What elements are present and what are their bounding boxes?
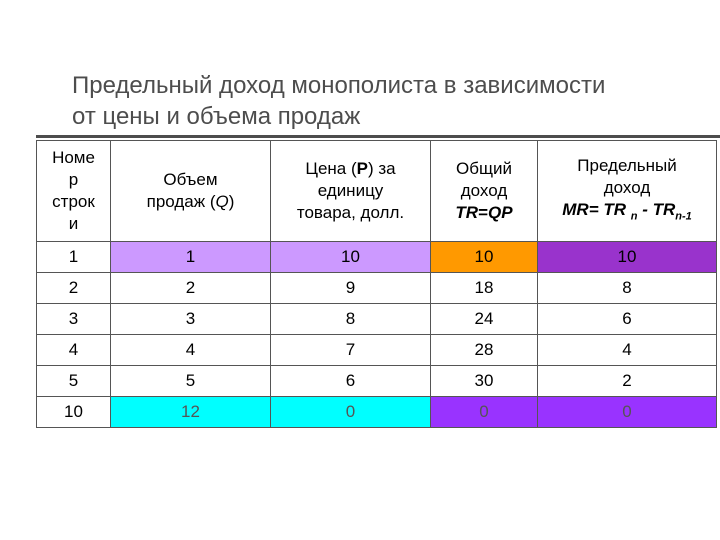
cell-price: 7 <box>271 335 431 366</box>
cell-row-number: 1 <box>37 242 111 273</box>
header-total-l3 <box>431 202 537 224</box>
slide-title <box>72 70 692 132</box>
header-marginal-mr: MR <box>562 199 589 219</box>
cell-marginal-revenue: 0 <box>538 397 717 428</box>
header-volume-l1: Объем <box>163 170 218 189</box>
header-volume <box>111 141 271 242</box>
cell-row-number: 3 <box>37 304 111 335</box>
cell-marginal-revenue: 8 <box>538 273 717 304</box>
header-price-l3: товара, долл. <box>296 203 405 222</box>
header-price-l2: единицу <box>317 181 384 200</box>
header-volume-symbol: Q <box>215 192 229 211</box>
table-row <box>37 335 717 366</box>
header-marginal <box>538 141 717 242</box>
cell-volume: 2 <box>111 273 271 304</box>
header-row-number-l4: и <box>68 214 79 233</box>
table-row <box>37 366 717 397</box>
header-row-number-l2: р <box>68 170 79 189</box>
cell-price: 10 <box>271 242 431 273</box>
header-marginal-sub-n1: n-1 <box>675 210 692 223</box>
header-marginal-l1: Предельный <box>577 155 677 175</box>
cell-total-revenue: 10 <box>431 242 538 273</box>
cell-price: 6 <box>271 366 431 397</box>
cell-marginal-revenue: 10 <box>538 242 717 273</box>
cell-marginal-revenue: 2 <box>538 366 717 397</box>
header-row-number <box>37 141 111 242</box>
header-total-eq: = <box>478 203 489 222</box>
header-total-l1: Общий <box>456 159 512 178</box>
header-marginal-l2: доход <box>603 177 651 197</box>
cell-row-number: 5 <box>37 366 111 397</box>
cell-total-revenue: 28 <box>431 335 538 366</box>
header-price-l1 <box>271 158 430 180</box>
title-divider <box>36 135 720 138</box>
header-volume-text: продаж ( <box>146 192 216 211</box>
cell-price: 8 <box>271 304 431 335</box>
cell-total-revenue: 0 <box>431 397 538 428</box>
header-volume-l2 <box>111 191 270 213</box>
cell-row-number: 2 <box>37 273 111 304</box>
title-line-1: Предельный доход монополиста в зависимости <box>72 72 606 99</box>
header-marginal-trn1: - TR <box>637 199 676 219</box>
header-price-symbol: Р <box>356 159 368 178</box>
header-total-tr: TR <box>455 203 479 222</box>
title-line-2: от цены и объема продаж <box>72 103 361 130</box>
header-row-number-l1: Номе <box>52 148 95 167</box>
cell-marginal-revenue: 6 <box>538 304 717 335</box>
header-marginal-l3 <box>538 199 716 227</box>
header-row-number-l3: строк <box>52 192 95 211</box>
cell-total-revenue: 24 <box>431 304 538 335</box>
cell-price: 0 <box>271 397 431 428</box>
cell-volume: 3 <box>111 304 271 335</box>
header-total-qp: QP <box>488 203 513 222</box>
table-row <box>37 304 717 335</box>
header-price-text: Цена ( <box>305 159 357 178</box>
table-row <box>37 273 717 304</box>
header-marginal-sub-n: n <box>630 210 638 223</box>
cell-volume: 4 <box>111 335 271 366</box>
cell-volume: 1 <box>111 242 271 273</box>
cell-total-revenue: 30 <box>431 366 538 397</box>
table-row <box>37 242 717 273</box>
cell-marginal-revenue: 4 <box>538 335 717 366</box>
cell-price: 9 <box>271 273 431 304</box>
cell-volume: 5 <box>111 366 271 397</box>
revenue-table <box>36 140 717 428</box>
cell-volume: 12 <box>111 397 271 428</box>
table-row <box>37 397 717 428</box>
header-volume-close: ) <box>228 192 235 211</box>
cell-row-number: 4 <box>37 335 111 366</box>
header-total <box>431 141 538 242</box>
header-marginal-trn: = TR <box>588 199 631 219</box>
cell-total-revenue: 18 <box>431 273 538 304</box>
header-price <box>271 141 431 242</box>
table-header-row <box>37 141 717 242</box>
header-price-tail: ) за <box>367 159 396 178</box>
cell-row-number: 10 <box>37 397 111 428</box>
header-total-l2: доход <box>460 181 508 200</box>
